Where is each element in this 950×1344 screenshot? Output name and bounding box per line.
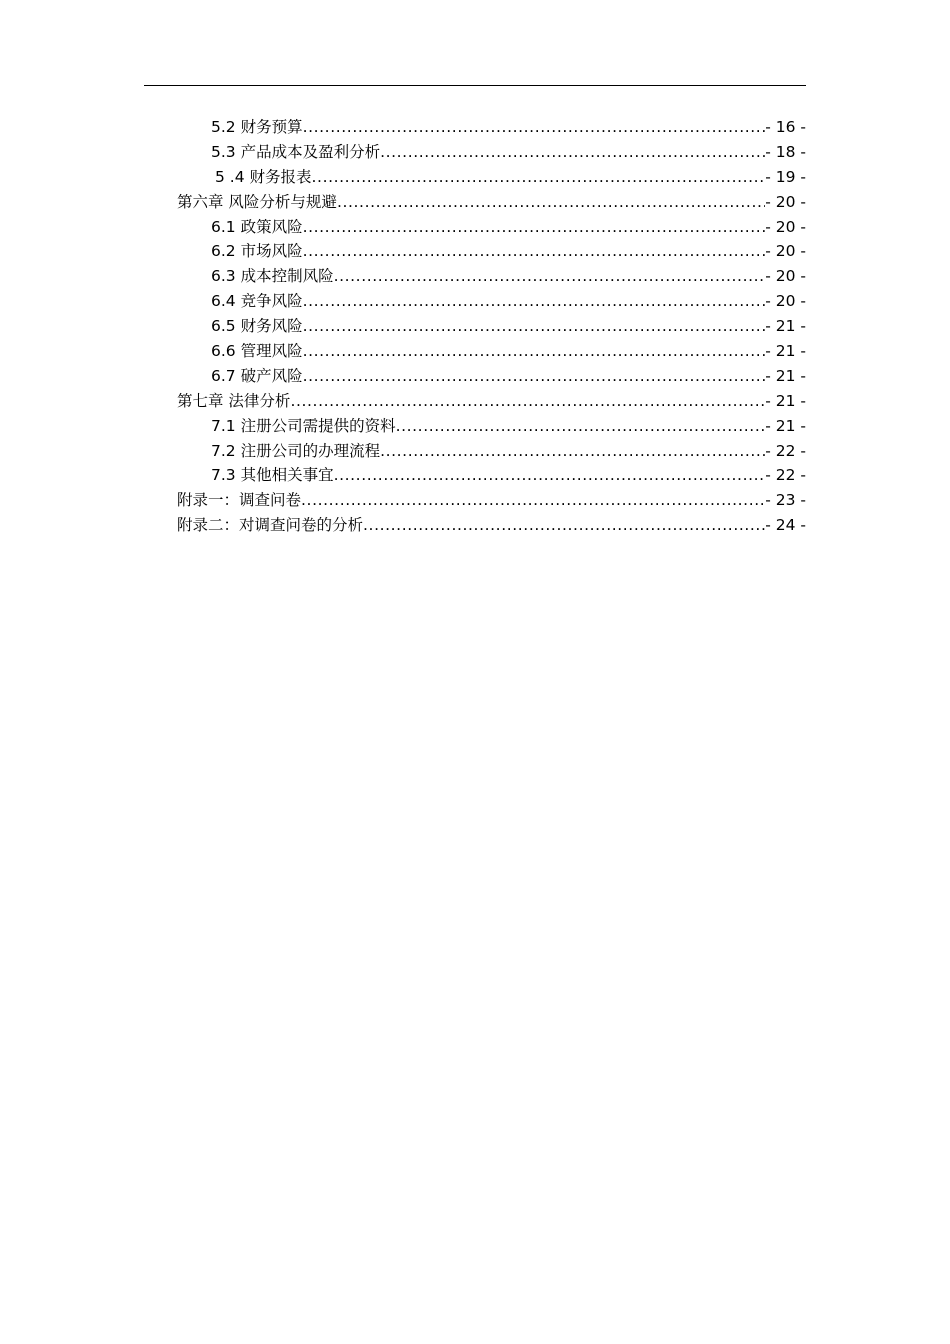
toc-entry-page: - 20 -: [765, 267, 806, 286]
toc-entry[interactable]: [177, 513, 806, 538]
toc-entry[interactable]: [177, 140, 806, 165]
toc-entry-page: - 22 -: [765, 441, 806, 460]
header-rule: [144, 85, 806, 86]
toc-entry-title: 6.7 破产风险: [211, 366, 303, 385]
toc-leader-dots: [334, 264, 766, 289]
toc-leader-dots: [303, 289, 766, 314]
toc-entry-page: - 21 -: [765, 317, 806, 336]
toc-entry[interactable]: [177, 389, 806, 414]
toc-entry[interactable]: [177, 439, 806, 464]
toc-entry[interactable]: [177, 314, 806, 339]
toc-entry-title: 第六章 风险分析与规避: [177, 192, 337, 211]
toc-entry-title: 6.6 管理风险: [211, 342, 303, 361]
toc-entry-title: 6.5 财务风险: [211, 317, 303, 336]
toc-leader-dots: [290, 389, 765, 414]
toc-entry[interactable]: [177, 414, 806, 439]
toc-entry[interactable]: [177, 463, 806, 488]
toc-entry-title: 6.1 政策风险: [211, 217, 303, 236]
toc-leader-dots: [380, 140, 765, 165]
toc-entry[interactable]: [177, 165, 806, 190]
toc-entry-title: 5.2 财务预算: [211, 118, 303, 136]
toc-entry-page: - 20 -: [765, 192, 806, 211]
toc-entry-title: 5.3 产品成本及盈利分析: [211, 142, 381, 161]
toc-entry-title: 6.3 成本控制风险: [211, 267, 334, 286]
toc-entry-page: - 21 -: [765, 366, 806, 385]
toc-entry[interactable]: [177, 264, 806, 289]
toc-entry-page: - 19 -: [765, 167, 806, 186]
toc-leader-dots: [303, 215, 766, 240]
toc-entry-page: - 20 -: [765, 217, 806, 236]
toc-entry-title: 5 .4 财务报表: [215, 167, 312, 186]
toc-entry-page: - 21 -: [765, 416, 806, 435]
toc-entry[interactable]: [177, 488, 806, 513]
toc-leader-dots: [303, 314, 766, 339]
toc-entry[interactable]: [177, 190, 806, 215]
toc-leader-dots: [303, 339, 766, 364]
toc-entry[interactable]: [177, 289, 806, 314]
toc-entry-page: - 21 -: [765, 391, 806, 410]
toc-entry-page: - 21 -: [765, 342, 806, 361]
toc-entry[interactable]: [177, 239, 806, 264]
toc-entry-page: - 24 -: [765, 516, 806, 535]
toc-entry[interactable]: [177, 215, 806, 240]
toc-leader-dots: [301, 488, 765, 513]
toc-entry[interactable]: [177, 364, 806, 389]
toc-entry-page: - 20 -: [765, 292, 806, 311]
toc-entry-page: - 23 -: [765, 491, 806, 510]
toc-leader-dots: [303, 115, 766, 140]
toc-entry-title: 6.2 市场风险: [211, 242, 303, 261]
toc-entry[interactable]: [177, 339, 806, 364]
toc-entry-page: - 22 -: [765, 466, 806, 485]
toc-entry-title: 7.3 其他相关事宜: [211, 466, 334, 485]
toc-entry-page: - 20 -: [765, 242, 806, 261]
toc-entry-title: 第七章 法律分析: [177, 391, 291, 410]
toc-entry-title: 附录二：对调查问卷的分析: [177, 516, 364, 535]
toc-entry-page: - 16 -: [765, 118, 806, 136]
toc-leader-dots: [380, 439, 765, 464]
toc-entry-title: 7.2 注册公司的办理流程: [211, 441, 381, 460]
toc-entry-title: 6.4 竞争风险: [211, 292, 303, 311]
toc-leader-dots: [337, 190, 765, 215]
toc-entry[interactable]: [177, 115, 806, 140]
toc-leader-dots: [334, 463, 766, 488]
toc-leader-dots: [396, 414, 766, 439]
toc-entry-page: - 18 -: [765, 142, 806, 161]
toc-leader-dots: [303, 239, 766, 264]
table-of-contents: [177, 115, 806, 538]
toc-entry-title: 附录一：调查问卷: [177, 491, 302, 510]
toc-entry-title: 7.1 注册公司需提供的资料: [211, 416, 396, 435]
toc-leader-dots: [303, 364, 766, 389]
toc-leader-dots: [312, 165, 766, 190]
toc-leader-dots: [363, 513, 765, 538]
